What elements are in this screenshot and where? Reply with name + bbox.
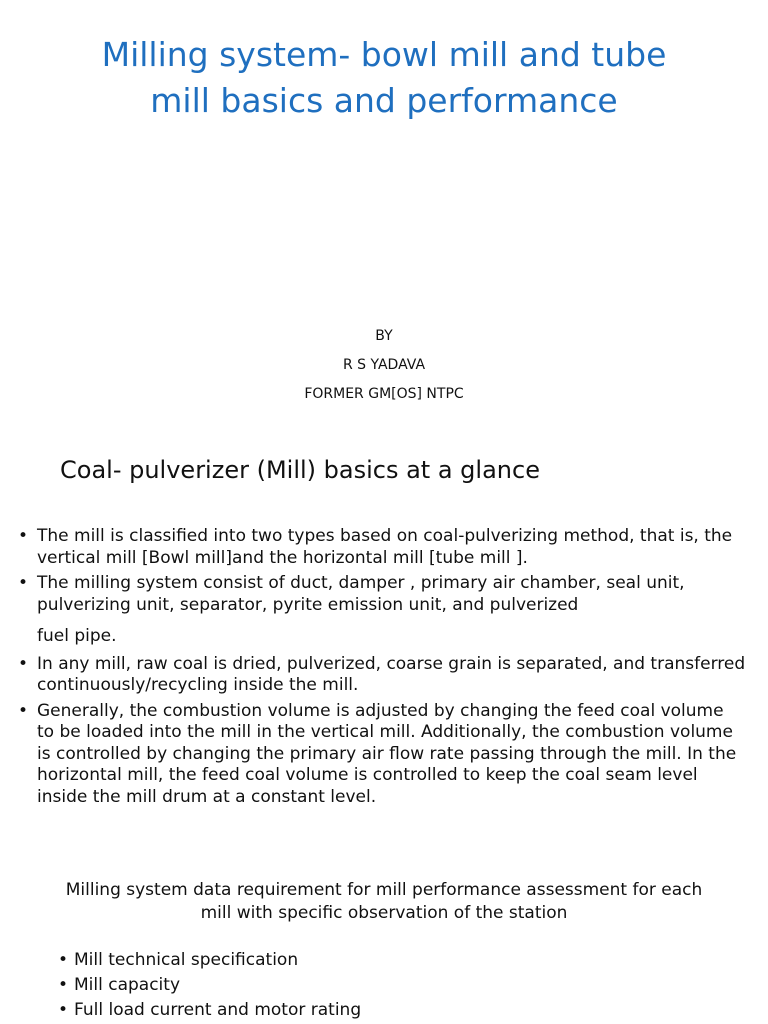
data-requirement-list <box>58 948 361 1023</box>
author-block <box>184 322 584 409</box>
list-item: • Full load current and motor rating <box>58 998 361 1023</box>
bullet-continuation: fuel pipe. <box>37 626 117 646</box>
bullet-item: • The mill is classified into two types based on coal-pulverizing method, that is, the vertical mill [Bowl mill]and the horizontal mill [tube mill ]. <box>18 526 746 569</box>
basics-bullet-list <box>18 526 746 812</box>
bullet-item: • In any mill, raw coal is dried, pulverized, coarse grain is separated, and transferred continuously/recycling inside the mill. <box>18 654 746 697</box>
data-requirement-heading: Milling system data requirement for mill performance assessment for each mill with specific observation of the station <box>65 880 703 923</box>
list-item: • Mill technical specification <box>58 948 361 973</box>
author-designation: FORMER GM[OS] NTPC <box>304 386 464 402</box>
list-item: • Mill capacity <box>58 973 361 998</box>
author-by-line: BY <box>375 328 393 344</box>
bullet-item: • Generally, the combustion volume is adjusted by changing the feed coal volume to be loaded into the mill in the vertical mill. Additionally, the combustion volume is controlled by changing the primary air flow rate passing through the mill. In the horizontal mill, the feed coal volume is controlled to keep the coal seam level inside the mill drum at a constant level. <box>18 701 746 809</box>
bullet-item: • The milling system consist of duct, damper , primary air chamber, seal unit, pulverizing unit, separator, pyrite emission unit, and pulverized <box>18 573 746 616</box>
document-title: Milling system- bowl mill and tube mill basics and performance <box>101 35 667 120</box>
author-name: R S YADAVA <box>342 357 426 373</box>
section-heading: Coal- pulverizer (Mill) basics at a glance <box>60 456 540 484</box>
